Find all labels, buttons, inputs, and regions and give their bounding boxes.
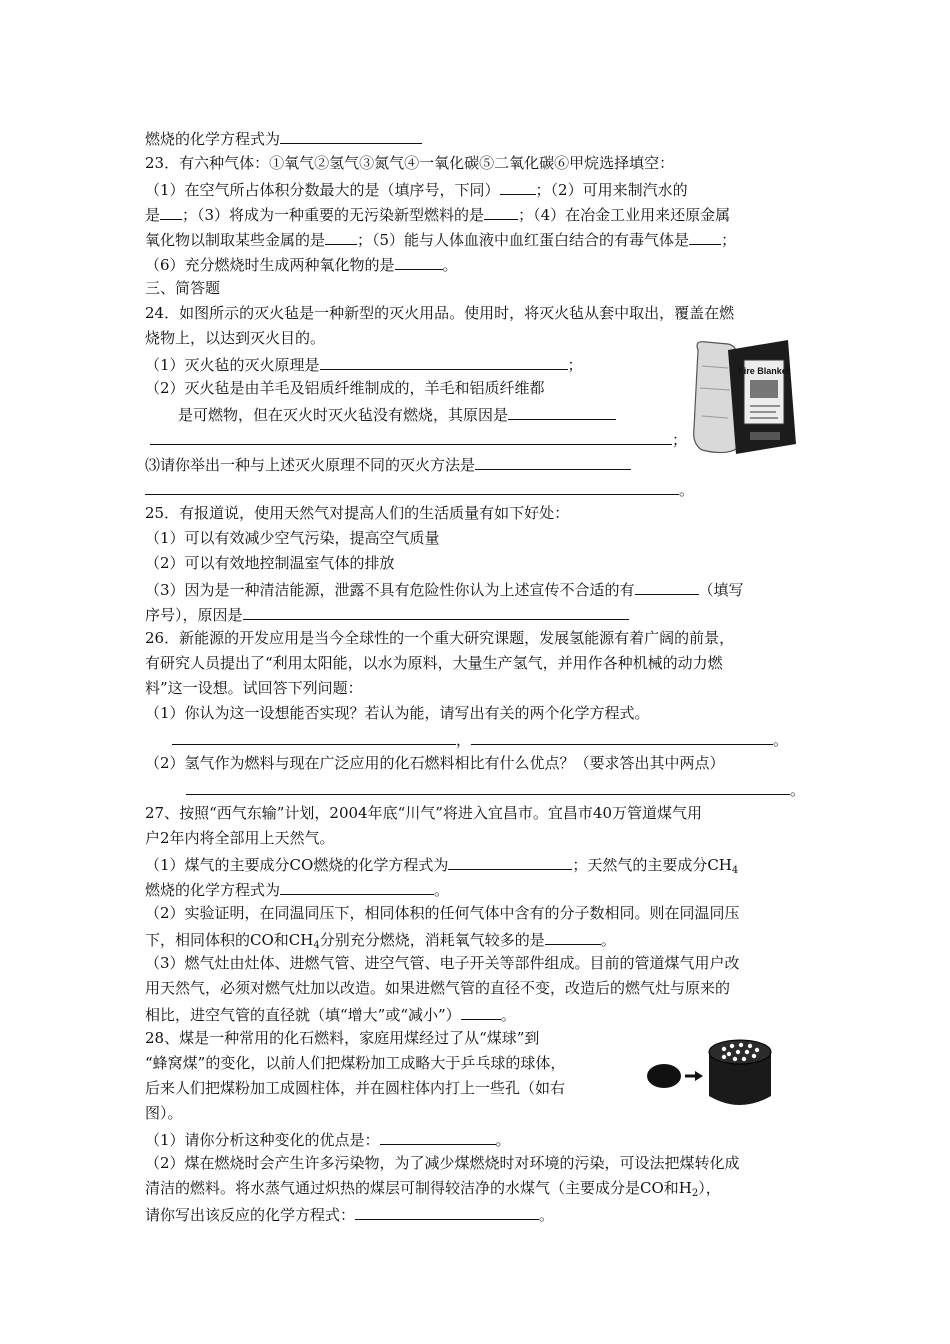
line: （2）氢气作为燃料与现在广泛应用的化石燃料相比有什么优点？（要求答出其中两点） bbox=[145, 754, 725, 772]
line: （6）充分燃烧时生成两种氧化物的是 。 bbox=[145, 253, 458, 275]
answer-blank[interactable] bbox=[320, 353, 568, 370]
line-q22-tail: 燃烧的化学方程式为 bbox=[145, 127, 422, 149]
line: 相比，进空气管的直径就（填“增大”或“减小”） 。 bbox=[145, 1003, 516, 1025]
line: （1）煤气的主要成分CO燃烧的化学方程式为 ；天然气的主要成分$CH_4$ bbox=[145, 853, 738, 875]
question-25: 25．有报道说，使用天然气对提高人们的生活质量有如下好处： bbox=[145, 504, 570, 522]
answer-blank[interactable] bbox=[145, 478, 679, 495]
line: （1）灭火毡的灭火原理是 ； bbox=[145, 353, 583, 375]
line: （1）可以有效减少空气污染，提高空气质量 bbox=[145, 529, 440, 547]
line: 。 bbox=[145, 478, 694, 500]
answer-blank[interactable] bbox=[484, 203, 518, 220]
answer-blank[interactable] bbox=[243, 603, 629, 620]
fire-blanket-image bbox=[688, 336, 804, 460]
line: （3）因为是一种清洁能源，泄露不具有危险性你认为上述宣传不合适的有 （填写 bbox=[145, 578, 744, 600]
line: （3）燃气灶由灶体、进燃气管、进空气管、电子开关等部件组成。目前的管道煤气用户改 bbox=[145, 954, 740, 972]
line: 户2年内将全部用上天然气。 bbox=[145, 829, 335, 847]
line: 烧物上，以达到灭火目的。 bbox=[145, 329, 326, 347]
line: 氧化物以制取某些金属的是 ；（5）能与人体血液中血红蛋白结合的有毒气体是 ； bbox=[145, 228, 736, 250]
answer-blank[interactable] bbox=[172, 728, 456, 745]
answer-blank[interactable] bbox=[280, 127, 422, 144]
line: 下，相同体积的CO和$CH_4$分别充分燃烧，消耗氧气较多的是 。 bbox=[145, 928, 616, 950]
question-23: 23．有六种气体：①氧气②氢气③氮气④一氧化碳⑤二氧化碳⑥甲烷选择填空： bbox=[145, 154, 675, 172]
line: 请你写出该反应的化学方程式： 。 bbox=[145, 1203, 554, 1225]
line: ， 。 bbox=[172, 728, 788, 750]
line: 料”这一设想。试回答下列问题： bbox=[145, 679, 363, 697]
answer-blank[interactable] bbox=[160, 203, 182, 220]
answer-blank[interactable] bbox=[325, 228, 357, 245]
line: 燃烧的化学方程式为 。 bbox=[145, 878, 449, 900]
line: 后来人们把煤粉加工成圆柱体，并在圆柱体内打上一些孔（如右 bbox=[145, 1079, 566, 1097]
line: ⑶请你举出一种与上述灭火原理不同的灭火方法是 bbox=[145, 453, 631, 475]
answer-blank[interactable] bbox=[150, 428, 672, 445]
line: （2）可以有效地控制温室气体的排放 bbox=[145, 554, 395, 572]
line: （1）在空气所占体积分数最大的是（填序号，下同） ；（2）可用来制汽水的 bbox=[145, 178, 688, 200]
answer-blank[interactable] bbox=[380, 1128, 496, 1145]
line: 。 bbox=[186, 778, 805, 800]
question-27: 27、按照“西气东输”计划，2004年底“川气”将进入宜昌市。宜昌市40万管道煤气用 bbox=[145, 804, 703, 822]
line: （1）你认为这一设想能否实现？若认为能，请写出有关的两个化学方程式。 bbox=[145, 704, 650, 722]
line: （2）灭火毡是由羊毛及铝质纤维制成的，羊毛和铝质纤维都 bbox=[145, 379, 545, 397]
line: （2）煤在燃烧时会产生许多污染物，为了减少煤燃烧时对环境的污染，可设法把煤转化成 bbox=[145, 1154, 740, 1172]
answer-blank[interactable] bbox=[545, 928, 601, 945]
question-24: 24．如图所示的灭火毡是一种新型的灭火用品。使用时，将灭火毡从套中取出，覆盖在燃 bbox=[145, 304, 735, 322]
answer-blank[interactable] bbox=[355, 1203, 539, 1220]
answer-blank[interactable] bbox=[500, 178, 536, 195]
line: 清洁的燃料。将水蒸气通过炽热的煤层可制得较洁净的水煤气（主要成分是CO和$H_2$）， bbox=[145, 1179, 721, 1199]
answer-blank[interactable] bbox=[461, 1003, 501, 1020]
question-26: 26．新能源的开发应用是当今全球性的一个重大研究课题，发展氢能源有着广阔的前景， bbox=[145, 629, 735, 647]
answer-blank[interactable] bbox=[471, 728, 773, 745]
line: （1）请你分析这种变化的优点是： 。 bbox=[145, 1128, 511, 1150]
line: （2）实验证明，在同温同压下，相同体积的任何气体中含有的分子数相同。则在同温同压 bbox=[145, 904, 740, 922]
line: 序号），原因是 bbox=[145, 603, 629, 625]
answer-blank[interactable] bbox=[475, 453, 631, 470]
answer-blank[interactable] bbox=[689, 228, 721, 245]
answer-blank[interactable] bbox=[395, 253, 443, 270]
blanket-label: Fire Blanket bbox=[738, 366, 790, 376]
line: ； bbox=[150, 428, 687, 450]
line: 用天然气，必须对燃气灶加以改造。如果进燃气管的直径不变，改造后的燃气灶与原来的 bbox=[145, 979, 731, 997]
question-28: 28、煤是一种常用的化石燃料，家庭用煤经过了从“煤球”到 bbox=[145, 1029, 540, 1047]
section-heading: 三、简答题 bbox=[145, 279, 221, 297]
coal-briquette-image bbox=[645, 1030, 780, 1110]
answer-blank[interactable] bbox=[508, 403, 616, 420]
line: 图）。 bbox=[145, 1104, 183, 1122]
line: “蜂窝煤”的变化，以前人们把煤粉加工成略大于乒乓球的球体， bbox=[145, 1054, 566, 1072]
answer-blank[interactable] bbox=[635, 578, 699, 595]
line: 是 ；（3）将成为一种重要的无污染新型燃料的是 ；（4）在冶金工业用来还原金属 bbox=[145, 203, 730, 225]
line: 有研究人员提出了“利用太阳能，以水为原料，大量生产氢气，并用作各种机械的动力燃 bbox=[145, 654, 723, 672]
answer-blank[interactable] bbox=[448, 853, 572, 870]
answer-blank[interactable] bbox=[186, 778, 790, 795]
line: 是可燃物，但在灭火时灭火毡没有燃烧，其原因是 bbox=[178, 403, 616, 425]
answer-blank[interactable] bbox=[280, 878, 434, 895]
